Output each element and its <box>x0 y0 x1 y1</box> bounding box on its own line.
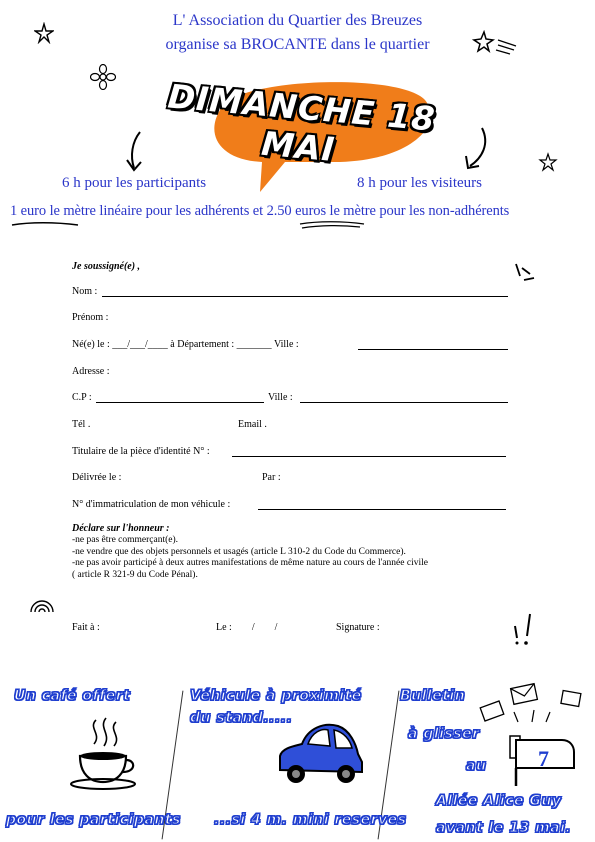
organise-suffix: dans le quartier <box>326 36 430 53</box>
nom-field[interactable] <box>102 296 508 297</box>
declare-list <box>72 535 428 581</box>
car-icon <box>272 718 372 788</box>
nom-label: Nom : <box>72 286 98 297</box>
signature-label: Signature : <box>336 622 380 633</box>
organise-prefix: organise sa <box>165 36 241 53</box>
email-label: Email . <box>238 419 267 430</box>
cp-label: C.P : <box>72 392 92 403</box>
cp-field[interactable] <box>96 402 264 403</box>
vehicle-title: Véhicule à proximité <box>190 688 362 704</box>
sparkle-doodle-icon <box>512 262 538 284</box>
bulletin-glisser: à glisser <box>408 726 480 742</box>
declare-title: Déclare sur l'honneur : <box>72 523 170 534</box>
tel-label: Tél . <box>72 419 91 430</box>
shooting-star-icon <box>472 30 520 58</box>
vehicle-title-2: du stand..... <box>190 710 293 726</box>
bulletin-au: au <box>466 758 487 774</box>
star-doodle-icon <box>34 22 54 44</box>
declare-line: -ne pas être commerçant(e). <box>72 535 179 545</box>
underline-doodle <box>10 219 80 229</box>
titulaire-label: Titulaire de la pièce d'identité N° : <box>72 446 210 457</box>
cafe-offer-subtitle: pour les participants <box>6 812 181 828</box>
date-text: DIMANCHE 18 MAI <box>166 76 438 170</box>
exclamation-doodle-icon <box>510 612 540 648</box>
ville-naissance-field[interactable] <box>358 349 508 350</box>
form-intro: Je soussigné(e) , <box>72 261 141 272</box>
prenom-label: Prénom : <box>72 312 109 323</box>
flower-doodle-icon <box>90 64 116 90</box>
naissance-label: Né(e) le : ___/___/____ à Département : _______ Ville : <box>72 339 299 350</box>
right-arrow-icon <box>452 124 492 174</box>
participants-hours: 6 h pour les participants <box>62 175 207 191</box>
mailbox-number: 7 <box>538 746 549 771</box>
coffee-cup-icon <box>68 716 148 792</box>
association-title: L' Association du Quartier des Breuzes <box>172 12 423 29</box>
declare-line: -ne pas avoir participé à deux autres manifestations de même nature au cours de l'année civile <box>72 558 428 568</box>
bulletin-deadline: avant le 13 mai. <box>436 820 572 836</box>
immatriculation-field[interactable] <box>258 509 506 510</box>
left-arrow-icon <box>122 128 152 174</box>
brocante-word: BROCANTE <box>240 36 327 53</box>
envelopes-icon <box>474 682 584 732</box>
declare-line: ( article R 321-9 du Code Pénal). <box>72 569 198 580</box>
ville-label: Ville : <box>268 392 293 403</box>
rainbow-doodle-icon <box>28 594 56 614</box>
bulletin-title: Bulletin <box>400 688 466 704</box>
pricing-line: 1 euro le mètre linéaire pour les adhérents et 2.50 euros le mètre pour les non-adhérents <box>10 203 510 219</box>
piece-identite-field[interactable] <box>232 456 506 457</box>
par-label: Par : <box>262 472 281 483</box>
bulletin-address: Allée Alice Guy <box>436 793 562 809</box>
adresse-label: Adresse : <box>72 366 110 377</box>
underline-doodle-2 <box>298 219 368 231</box>
le-label: Le : / / <box>216 622 278 633</box>
cafe-offer-title: Un café offert <box>14 688 131 704</box>
immatriculation-label: N° d'immatriculation de mon véhicule : <box>72 499 231 510</box>
declare-line: -ne vendre que des objets personnels et usagés (article L 310-2 du Code du Commerce). <box>72 546 406 557</box>
vehicle-subtitle: ...si 4 m. mini reserves <box>214 812 407 828</box>
ville-field[interactable] <box>300 402 508 403</box>
fait-a-label: Fait à : <box>72 622 100 633</box>
visitors-hours: 8 h pour les visiteurs <box>357 175 482 191</box>
delivree-label: Délivrée le : <box>72 472 122 483</box>
small-star-icon <box>538 152 558 172</box>
